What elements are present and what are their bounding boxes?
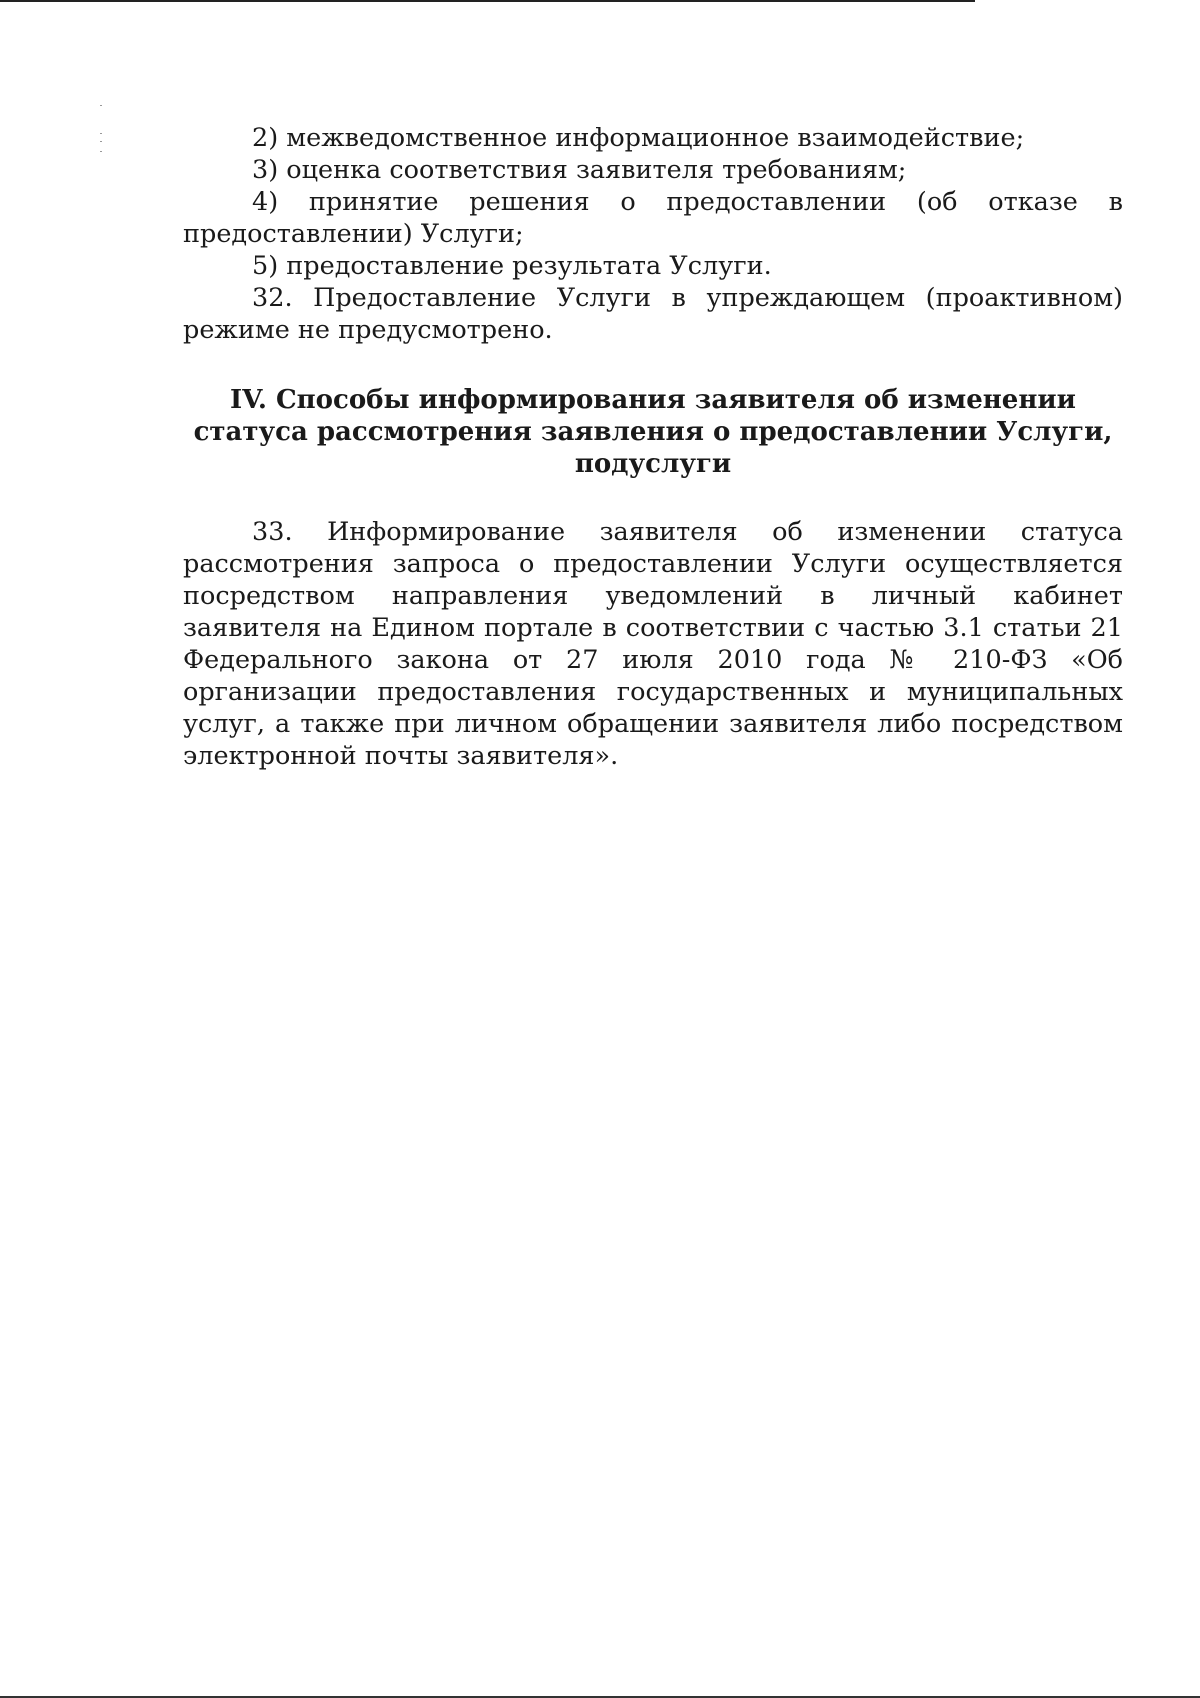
scan-margin-specks [100,105,104,165]
list-item-4: 4) принятие решения о предоставлении (об отказе в предоставлении) Услуги; [183,187,1123,249]
paragraph-32: 32. Предоставление Услуги в упреждающем (проактивном) режиме не предусмотрено. [183,283,1123,345]
section-heading [183,384,1123,480]
scan-top-border [0,0,975,2]
document-body [183,122,1123,772]
list-item-2: 2) межведомственное информационное взаимодействие; [252,123,1025,153]
list-item-5: 5) предоставление результата Услуги. [252,251,772,281]
section-heading-line-1: IV. Способы информирования заявителя об изменении [230,385,1076,415]
paragraph-33: 33. Информирование заявителя об изменении статуса рассмотрения запроса о предоставлении Услуги осуществляется посредством направления уведомлений в личный кабинет заявителя на Едином портале в соответствии с частью 3.1 статьи 21 Федерального закона от 27 июля 2010 года № 210-ФЗ «Об организации предоставления государственных и муниципальных услуг, а также при личном обращении заявителя либо посредством электронной почты заявителя». [183,517,1123,771]
list-item-3: 3) оценка соответствия заявителя требованиям; [252,155,907,185]
section-heading-line-2: статуса рассмотрения заявления о предоставлении Услуги, подуслуги [193,417,1113,479]
